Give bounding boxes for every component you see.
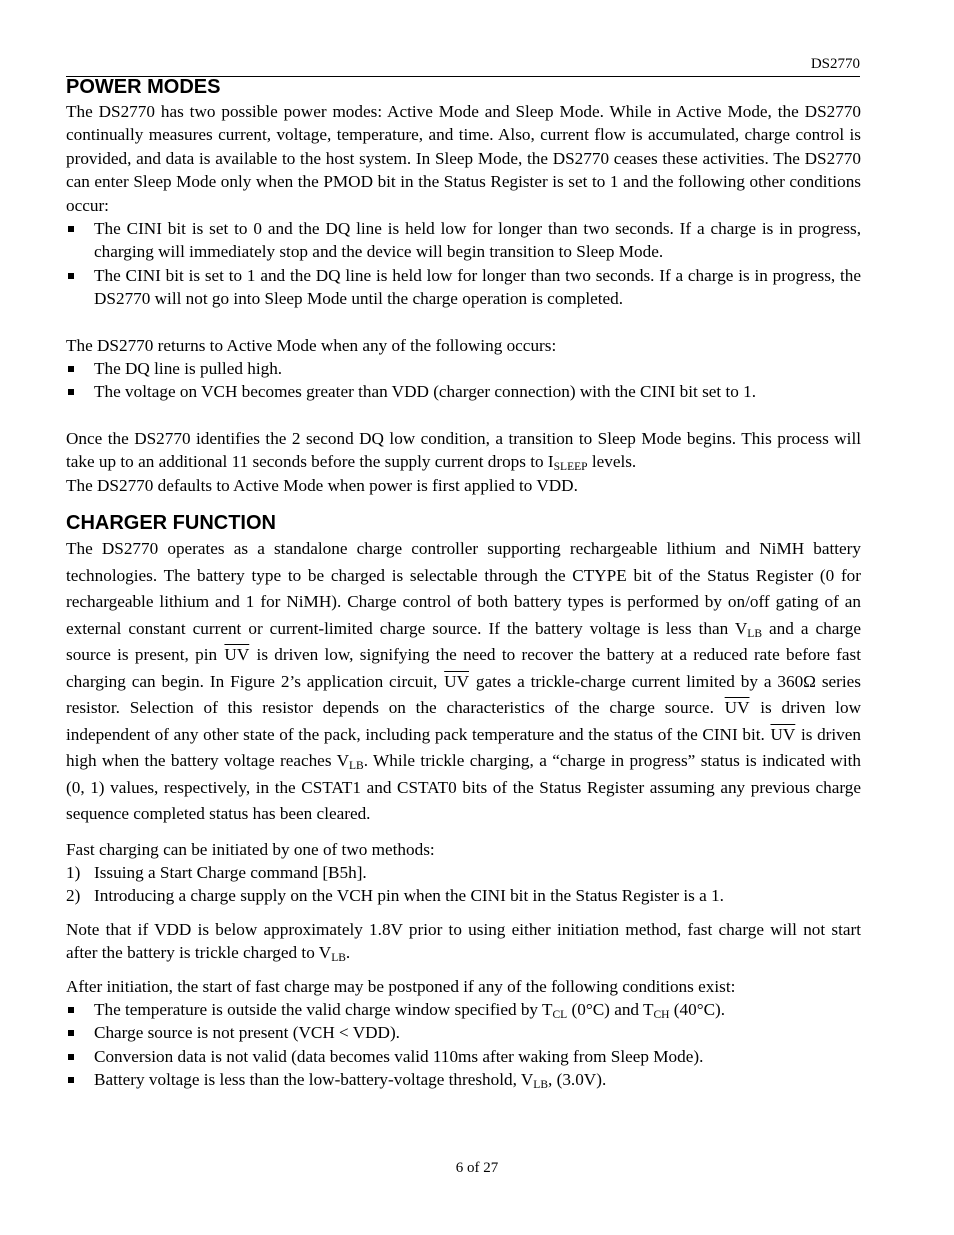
bullet-icon [68, 1030, 74, 1036]
uv-pin-label: $\overline{UV}$ [724, 698, 750, 718]
postpone-intro: After initiation, the start of fast charge may be postponed if any of the following conditions exist: [66, 976, 736, 996]
list-item: The CINI bit is set to 1 and the DQ line is held low for longer than two seconds. If a charge is in progress, the DS2770 will not go into Sleep Mode until the charge operation is completed. [66, 264, 861, 311]
fast-charge-intro: Fast charging can be initiated by one of two methods: [66, 839, 435, 859]
section-title-charger-function: CHARGER FUNCTION [66, 512, 276, 535]
bullet-icon [68, 389, 74, 395]
list-item: The DQ line is pulled high. [66, 357, 861, 380]
default-mode-paragraph: The DS2770 defaults to Active Mode when power is first applied to VDD. [66, 475, 578, 495]
bullet-icon [68, 273, 74, 279]
list-item: Battery voltage is less than the low-battery-voltage threshold, $V_{LB}$, (3.0V). [66, 1068, 861, 1091]
uv-pin-label: $\overline{UV}$ [770, 724, 796, 744]
bullet-icon [68, 1054, 74, 1060]
return-intro: The DS2770 returns to Active Mode when any of the following occurs: [66, 335, 557, 355]
page-content [66, 74, 861, 1092]
bullet-icon [68, 1007, 74, 1013]
list-item: 1) Issuing a Start Charge command [B5h]. [66, 863, 367, 882]
uv-pin-label: $\overline{UV}$ [444, 671, 469, 691]
list-item: Conversion data is not valid (data becomes valid 110ms after waking from Sleep Mode). [66, 1045, 861, 1068]
fast-charge-methods-list [66, 861, 861, 908]
vdd-note-paragraph: Note that if VDD is below approximately 1.8V prior to using either initiation method, fast charge will not start after the battery is trickle charged to $V_{LB}$. [66, 919, 861, 965]
sleep-conditions-list [66, 217, 861, 311]
section-title-power-modes: POWER MODES [66, 76, 221, 98]
charger-description-paragraph: The DS2770 operates as a standalone charge controller supporting rechargeable lithium and NiMH battery technologies. The battery type to be charged is selectable through the CTYPE bit of the Status Register (0 for rechargeable lithium and 1 for NiMH). Charge control of both battery types is performed by on/off gating of an external constant current or current-limited charge source. If the battery voltage is less than $V_{LB}$ and a charge source is present, pin $\overline{UV}$ is driven low, signifying the need to recover the battery at a reduced rate before fast charging can begin. In Figure 2’s application circuit, $\overline{UV}$ gates a trickle-charge current limited by a 360Ω series resistor. Selection of this resistor depends on the characteristics of the charge source. $\overline{UV}$ is driven low independent of any other state of the pack, including pack temperature and the status of the CINI bit. $\overline{UV}$ is driven high when the battery voltage reaches $V_{LB}$. While trickle charging, a “charge in progress” status is indicated with (0, 1) values, respectively, in the CSTAT1 and CSTAT0 bits of the Status Register assuming any previous charge sequence completed status has been cleared. [66, 539, 862, 824]
uv-pin-label: $\overline{UV}$ [224, 645, 250, 665]
list-item: The temperature is outside the valid charge window specified by $T_{CL}$ (0°C) and $T_{CH}$ (40°C). [66, 998, 861, 1021]
document-id: DS2770 [810, 56, 860, 72]
power-modes-intro: The DS2770 has two possible power modes: Active Mode and Sleep Mode. While in Active Mode, the DS2770 continually measures current, voltage, temperature, and time. Also, current flow is accumulated, charge control is provided, and data is available to the host system. In Sleep Mode, the DS2770 ceases these activities. The DS2770 can enter Sleep Mode only when the PMOD bit in the Status Register is set to 1 and the following other conditions occur: [66, 102, 861, 215]
return-conditions-list [66, 357, 861, 404]
bullet-icon [68, 366, 74, 372]
list-item: The CINI bit is set to 0 and the DQ line is held low for longer than two seconds. If a charge is in progress, charging will immediately stop and the device will begin transition to Sleep Mode. [66, 217, 861, 264]
transition-paragraph: Once the DS2770 identifies the 2 second DQ low condition, a transition to Sleep Mode begins. This process will take up to an additional 11 seconds before the supply current drops to $I_{SLEEP}$ levels. [66, 428, 861, 474]
bullet-icon [68, 226, 74, 232]
list-item: Charge source is not present (VCH < VDD). [66, 1021, 861, 1044]
page-number: 6 of 27 [455, 1160, 499, 1176]
bullet-icon [68, 1077, 74, 1083]
postpone-conditions-list [66, 998, 861, 1092]
list-item: The voltage on VCH becomes greater than VDD (charger connection) with the CINI bit set to 1. [66, 380, 861, 403]
list-item: 2) Introducing a charge supply on the VCH pin when the CINI bit in the Status Register is a 1. [66, 886, 724, 906]
